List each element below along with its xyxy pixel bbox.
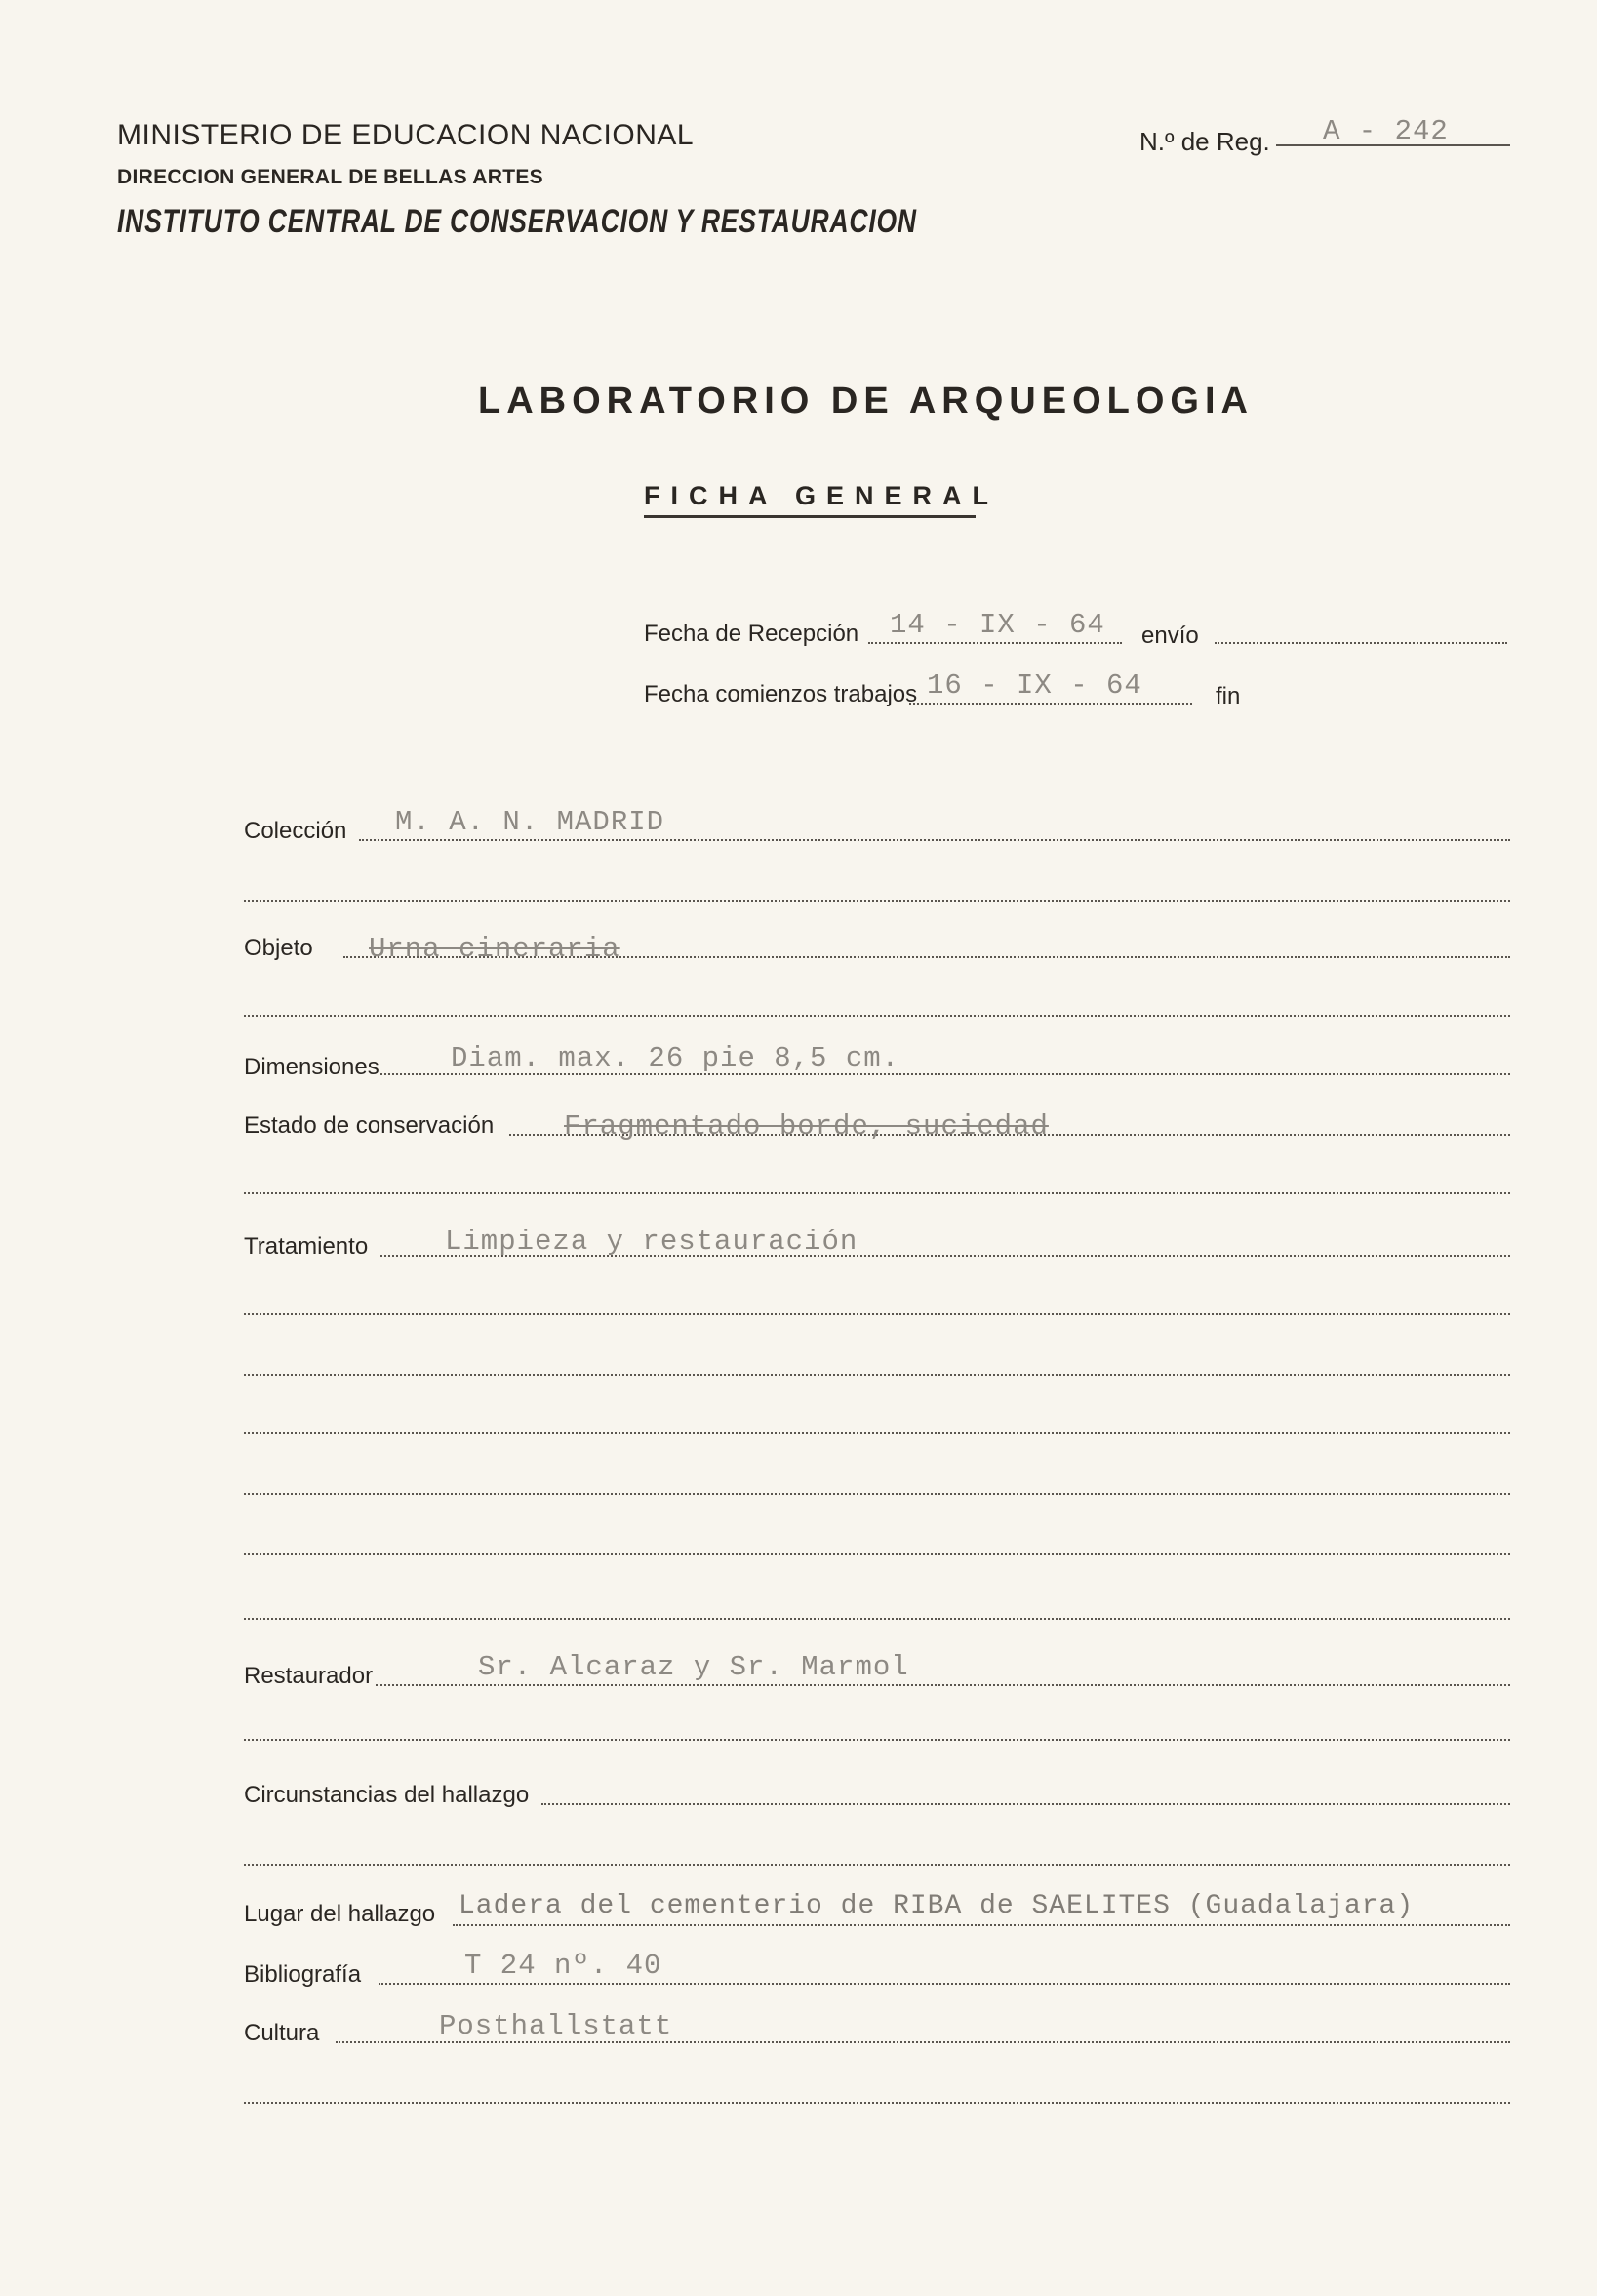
lugar-line: [453, 1924, 1510, 1926]
recepcion-value: 14 - IX - 64: [890, 609, 1105, 641]
form-subtitle: FICHA GENERAL: [644, 481, 999, 510]
page-title: LABORATORIO DE ARQUEOLOGIA: [478, 381, 1254, 422]
tratamiento-value: Limpieza y restauración: [445, 1226, 858, 1258]
estado-value: Fragmentado borde, suciedad: [564, 1110, 1049, 1143]
registro-value: A - 242: [1323, 115, 1449, 147]
recepcion-line: [868, 642, 1122, 644]
restaurador-line: [376, 1684, 1510, 1686]
coleccion-extra-line: [244, 900, 1510, 902]
cultura-value: Posthallstatt: [439, 2010, 673, 2042]
restaurador-label: Restaurador: [244, 1663, 374, 1689]
comienzo-label: Fecha comienzos trabajos: [644, 681, 918, 707]
ministry-heading: MINISTERIO DE EDUCACION NACIONAL: [117, 119, 695, 151]
tratamiento-extra-line-5: [244, 1553, 1510, 1555]
objeto-extra-line: [244, 1015, 1510, 1017]
direction-heading: DIRECCION GENERAL DE BELLAS ARTES: [117, 166, 543, 188]
coleccion-line: [359, 839, 1510, 841]
cultura-label: Cultura: [244, 2020, 320, 2046]
tratamiento-label: Tratamiento: [244, 1233, 369, 1260]
restaurador-value: Sr. Alcaraz y Sr. Marmol: [478, 1651, 909, 1683]
dimensiones-label: Dimensiones: [244, 1054, 379, 1080]
bibliografia-label: Bibliografía: [244, 1961, 362, 1988]
cultura-extra-line: [244, 2102, 1510, 2104]
lugar-label: Lugar del hallazgo: [244, 1901, 436, 1927]
subtitle-underline: [644, 515, 976, 518]
tratamiento-extra-line-2: [244, 1374, 1510, 1376]
envio-label: envío: [1141, 623, 1199, 649]
coleccion-label: Colección: [244, 818, 347, 844]
objeto-label: Objeto: [244, 935, 313, 961]
objeto-value: Urna cineraria: [369, 933, 620, 965]
coleccion-value: M. A. N. MADRID: [395, 806, 665, 838]
bibliografia-value: T 24 nº. 40: [464, 1950, 662, 1982]
tratamiento-extra-line-1: [244, 1313, 1510, 1315]
circunstancias-line: [541, 1803, 1510, 1805]
registro-label: N.º de Reg.: [1139, 127, 1270, 156]
comienzo-value: 16 - IX - 64: [927, 669, 1142, 702]
restaurador-extra-line: [244, 1739, 1510, 1741]
dimensiones-value: Diam. max. 26 pie 8,5 cm.: [451, 1042, 900, 1074]
comienzo-line: [909, 703, 1192, 705]
tratamiento-extra-line-3: [244, 1432, 1510, 1434]
tratamiento-extra-line-4: [244, 1493, 1510, 1495]
recepcion-label: Fecha de Recepción: [644, 621, 859, 647]
institute-heading: INSTITUTO CENTRAL DE CONSERVACION Y RESTAURACION: [117, 203, 917, 240]
estado-label: Estado de conservación: [244, 1112, 495, 1139]
lugar-value: Ladera del cementerio de RIBA de SAELITES (Guadalajara): [459, 1891, 1415, 1921]
bibliografia-line: [379, 1983, 1510, 1985]
tratamiento-extra-line-6: [244, 1618, 1510, 1620]
estado-extra-line: [244, 1192, 1510, 1194]
fin-label: fin: [1216, 683, 1241, 709]
circunstancias-label: Circunstancias del hallazgo: [244, 1782, 530, 1808]
envio-line: [1215, 642, 1507, 644]
circunstancias-extra-line: [244, 1864, 1510, 1866]
